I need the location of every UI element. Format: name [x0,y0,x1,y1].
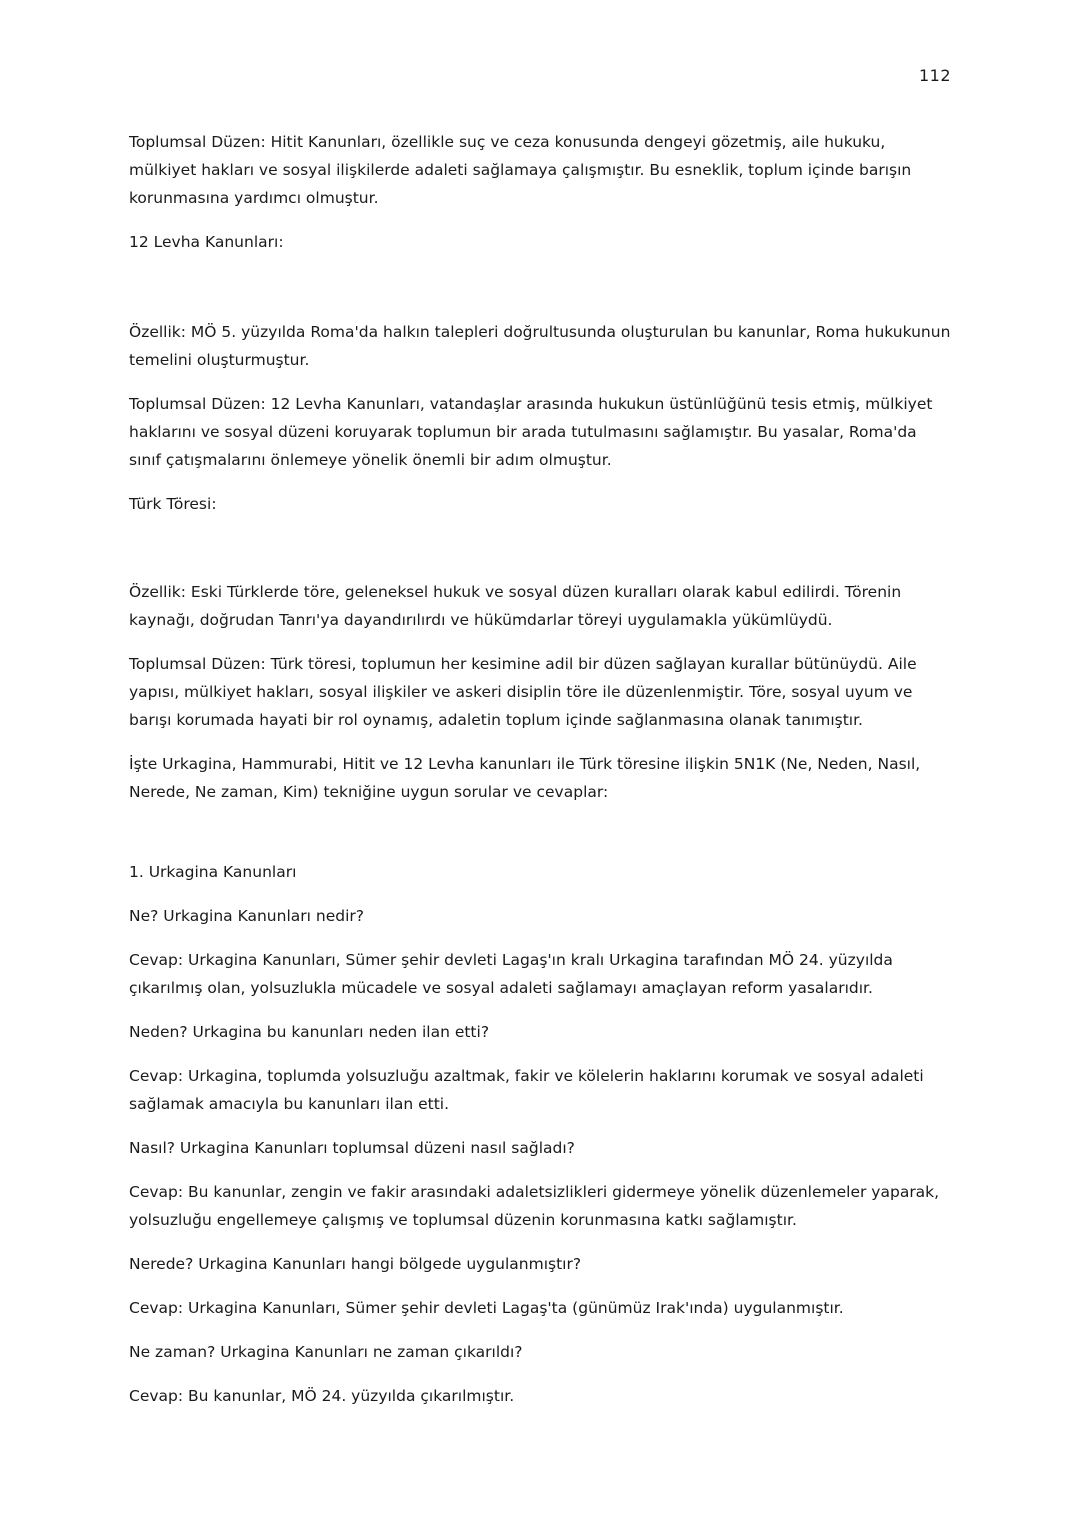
answer-ne: Cevap: Urkagina Kanunları, Sümer şehir devleti Lagaş'ın kralı Urkagina tarafından MÖ 24. yüzyılda çıkarılmış olan, yolsuzlukla mücadele ve sosyal adaleti sağlamayı amaçlayan reform yasalarıdır. [129,951,893,997]
question-ne-zaman: Ne zaman? Urkagina Kanunları ne zaman çıkarıldı? [129,1343,523,1361]
heading-12-levha: 12 Levha Kanunları: [129,233,284,251]
paragraph-12-levha-social-order: Toplumsal Düzen: 12 Levha Kanunları, vatandaşlar arasında hukukun üstünlüğünü tesis etmiş, mülkiyet haklarını ve sosyal düzeni koruyarak toplumun bir arada tutulmasını sağlamıştır. Bu yasalar, Roma'da sınıf çatışmalarını önlemeye yönelik önemli bir adım olmuştur. [129,395,933,469]
paragraph-12-levha-feature: Özellik: MÖ 5. yüzyılda Roma'da halkın talepleri doğrultusunda oluşturulan bu kanunlar, Roma hukukunun temelini oluşturmuştur. [129,323,951,369]
paragraph-turk-toresi-social-order: Toplumsal Düzen: Türk töresi, toplumun her kesimine adil bir düzen sağlayan kurallar bütünüydü. Aile yapısı, mülkiyet hakları, sosyal ilişkiler ve askeri disiplin töre ile düzenlenmiştir. Töre, sosyal uyum ve barışı korumada hayati bir rol oynamış, adaletin toplum içinde sağlanmasına olanak tanımıştır. [129,655,917,729]
heading-turk-toresi: Türk Töresi: [129,495,217,513]
question-ne: Ne? Urkagina Kanunları nedir? [129,907,364,925]
answer-nasil: Cevap: Bu kanunlar, zengin ve fakir arasındaki adaletsizlikleri gidermeye yönelik düzenlemeler yaparak, yolsuzluğu engellemeye çalışmış ve toplumsal düzenin korunmasına katkı sağlamıştır. [129,1183,940,1229]
page-number: 112 [918,66,951,85]
answer-nerede: Cevap: Urkagina Kanunları, Sümer şehir devleti Lagaş'ta (günümüz Irak'ında) uygulanmıştır. [129,1299,844,1317]
question-nerede: Nerede? Urkagina Kanunları hangi bölgede uygulanmıştır? [129,1255,582,1273]
paragraph-turk-toresi-feature: Özellik: Eski Türklerde töre, geleneksel hukuk ve sosyal düzen kuralları olarak kabul edilirdi. Törenin kaynağı, doğrudan Tanrı'ya dayandırılırdı ve hükümdarlar töreyi uygulamakla yükümlüydü. [129,583,902,629]
heading-urkagina: 1. Urkagina Kanunları [129,863,297,881]
paragraph-5n1k-intro: İşte Urkagina, Hammurabi, Hitit ve 12 Levha kanunları ile Türk töresine ilişkin 5N1K (Ne, Neden, Nasıl, Nerede, Ne zaman, Kim) tekniğine uygun sorular ve cevaplar: [129,755,921,801]
question-nasil: Nasıl? Urkagina Kanunları toplumsal düzeni nasıl sağladı? [129,1139,575,1157]
question-neden: Neden? Urkagina bu kanunları neden ilan etti? [129,1023,490,1041]
paragraph-hitit-social-order: Toplumsal Düzen: Hitit Kanunları, özellikle suç ve ceza konusunda dengeyi gözetmiş, aile hukuku, mülkiyet hakları ve sosyal ilişkilerde adaleti sağlamaya çalışmıştır. Bu esneklik, toplum içinde barışın korunmasına yardımcı olmuştur. [129,133,912,207]
answer-neden: Cevap: Urkagina, toplumda yolsuzluğu azaltmak, fakir ve kölelerin haklarını korumak ve sosyal adaleti sağlamak amacıyla bu kanunları ilan etti. [129,1067,924,1113]
document-body [129,128,951,1426]
answer-ne-zaman: Cevap: Bu kanunlar, MÖ 24. yüzyılda çıkarılmıştır. [129,1387,515,1405]
